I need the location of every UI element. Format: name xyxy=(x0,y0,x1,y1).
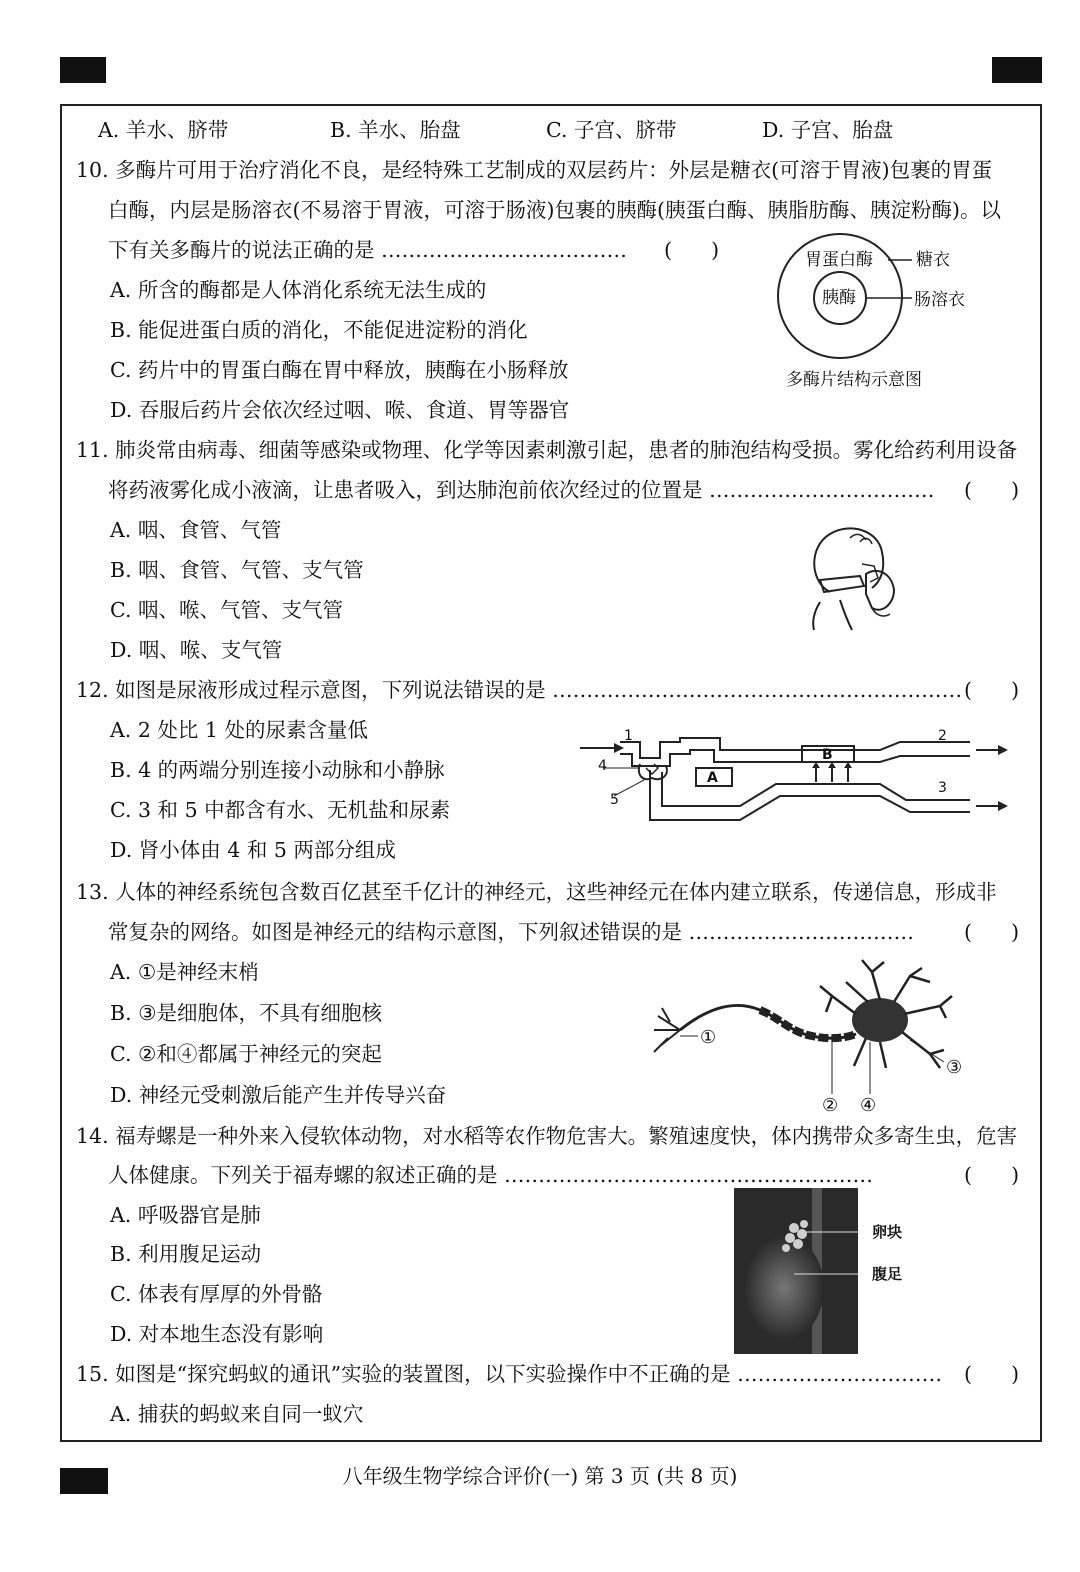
nephron-label-4: 4 xyxy=(598,758,607,774)
q11-option-c: C. 咽、喉、气管、支气管 xyxy=(110,598,343,622)
q14-option-c: C. 体表有厚厚的外骨骼 xyxy=(110,1282,323,1306)
q12-option-d: D. 肾小体由 4 和 5 两部分组成 xyxy=(110,838,396,862)
neuron-label-2: ② xyxy=(822,1095,839,1116)
q9-option-c: C. 子宫、脐带 xyxy=(546,118,677,142)
q10-option-b: B. 能促进蛋白质的消化，不能促进淀粉的消化 xyxy=(110,318,528,342)
q10-option-c: C. 药片中的胃蛋白酶在胃中释放，胰酶在小肠释放 xyxy=(110,358,569,382)
enteric-coat-label: 肠溶衣 xyxy=(914,290,965,310)
neuron-label-1: ① xyxy=(700,1027,717,1048)
myelin-sheath xyxy=(760,1010,856,1038)
page-footer: 八年级生物学综合评价(一) 第 3 页 (共 8 页) xyxy=(342,1464,738,1488)
outflow-arrowhead-2 xyxy=(998,745,1008,755)
q11-nebulizer-illustration xyxy=(800,522,910,632)
q10-stem-line-2: 白酶，内层是肠溶衣(不易溶于胃液，可溶于肠液)包裹的胰酶(胰蛋白酶、胰脂肪酶、胰淀粉酶)。以 xyxy=(108,198,1001,222)
q13-option-d: D. 神经元受刺激后能产生并传导兴奋 xyxy=(110,1083,447,1107)
q11-stem-line-1: 11. 肺炎常由病毒、细菌等感染或物理、化学等因素刺激引起，患者的肺泡结构受损。雾化给药利用设备 xyxy=(76,438,1018,462)
q15-stem-line-1: 15. 如图是“探究蚂蚁的通讯”实验的装置图，以下实验操作中不正确的是 ………………………… xyxy=(76,1362,943,1386)
child-head-outline xyxy=(814,528,883,592)
q11-option-a: A. 咽、食管、气管 xyxy=(110,518,282,542)
q10-answer-paren[interactable]: ( ) xyxy=(664,238,720,262)
q13-option-c: C. ②和④都属于神经元的突起 xyxy=(110,1042,382,1066)
foot-label: 腹足 xyxy=(872,1265,903,1283)
q12-option-c: C. 3 和 5 中都含有水、无机盐和尿素 xyxy=(110,798,451,822)
q14-apple-snail-photo xyxy=(734,1188,858,1354)
q9-option-b: B. 羊水、胎盘 xyxy=(330,118,461,142)
q14-option-b: B. 利用腹足运动 xyxy=(110,1242,262,1266)
q13-stem-line-2: 常复杂的网络。如图是神经元的结构示意图，下列叙述错误的是 …………………………… xyxy=(108,920,915,944)
snail-body xyxy=(744,1236,824,1340)
q14-stem-line-2: 人体健康。下列关于福寿螺的叙述正确的是 ……………………………………………… xyxy=(108,1163,874,1187)
q9-option-d: D. 子宫、胎盘 xyxy=(762,118,894,142)
nephron-label-a: A xyxy=(707,770,718,786)
registration-mark-top-left xyxy=(60,57,106,83)
child-face xyxy=(862,564,878,582)
outflow-arrowhead-3 xyxy=(998,801,1008,811)
q12-answer-paren[interactable]: ( ) xyxy=(964,678,1020,702)
q14-stem-line-1: 14. 福寿螺是一种外来入侵软体动物，对水稻等农作物危害大。繁殖速度快，体内携带众多寄生虫，危害 xyxy=(76,1124,1018,1148)
axon-terminal xyxy=(654,1008,680,1052)
vessel-upper-wall-inner xyxy=(620,750,970,766)
q10-option-d: D. 吞服后药片会依次经过咽、喉、食道、胃等器官 xyxy=(110,398,570,422)
tubule-outer xyxy=(650,770,970,820)
q12-option-b: B. 4 的两端分别连接小动脉和小静脉 xyxy=(110,758,445,782)
nephron-label-2: 2 xyxy=(938,728,947,744)
q13-option-a: A. ①是神经末梢 xyxy=(110,960,259,984)
q10-option-a: A. 所含的酶都是人体消化系统无法生成的 xyxy=(110,278,487,302)
nephron-label-1: 1 xyxy=(624,728,633,744)
tablet-inner-label: 胰酶 xyxy=(822,288,856,308)
q11-answer-paren[interactable]: ( ) xyxy=(964,478,1020,502)
q10-stem-line-3: 下有关多酶片的说法正确的是 ……………………………… xyxy=(108,238,628,262)
neuron-label-3: ③ xyxy=(946,1057,963,1078)
q11-stem-line-2: 将药液雾化成小液滴，让患者吸入，到达肺泡前依次经过的位置是 …………………………… xyxy=(108,478,935,502)
q14-option-a: A. 呼吸器官是肺 xyxy=(110,1203,261,1227)
q13-option-b: B. ③是细胞体，不具有细胞核 xyxy=(110,1001,382,1025)
q12-stem-line-1: 12. 如图是尿液形成过程示意图，下列说法错误的是 …………………………………………………… xyxy=(76,678,963,702)
nephron-label-5: 5 xyxy=(610,792,619,808)
child-shoulder xyxy=(813,600,852,630)
egg-mass-label: 卵块 xyxy=(872,1223,903,1241)
nephron-label-3: 3 xyxy=(938,780,947,796)
sugar-coat-label: 糖衣 xyxy=(916,250,950,270)
q11-option-b: B. 咽、食管、气管、支气管 xyxy=(110,558,364,582)
tablet-outer-label: 胃蛋白酶 xyxy=(805,250,873,270)
q14-answer-paren[interactable]: ( ) xyxy=(964,1163,1020,1187)
tablet-caption: 多酶片结构示意图 xyxy=(786,370,922,390)
registration-mark-top-right xyxy=(992,57,1042,83)
q14-option-d: D. 对本地生态没有影响 xyxy=(110,1322,324,1346)
q13-answer-paren[interactable]: ( ) xyxy=(964,920,1020,944)
q11-option-d: D. 咽、喉、支气管 xyxy=(110,638,283,662)
q12-option-a: A. 2 处比 1 处的尿素含量低 xyxy=(110,718,368,742)
cell-body xyxy=(852,998,908,1042)
q13-neuron-diagram xyxy=(640,956,963,1106)
q15-answer-paren[interactable]: ( ) xyxy=(964,1362,1020,1386)
neuron-label-4: ④ xyxy=(860,1095,877,1116)
q10-stem-line-1: 10. 多酶片可用于治疗消化不良，是经特殊工艺制成的双层药片：外层是糖衣(可溶于胃液)包裹的胃蛋 xyxy=(76,158,993,182)
child-hair xyxy=(850,534,872,544)
q15-option-a: A. 捕获的蚂蚁来自同一蚁穴 xyxy=(110,1402,364,1426)
nephron-label-b: B xyxy=(822,747,833,763)
inflow-arrowhead xyxy=(614,743,624,753)
q9-option-a: A. 羊水、脐带 xyxy=(98,118,229,142)
q13-stem-line-1: 13. 人体的神经系统包含数百亿甚至千亿计的神经元，这些神经元在体内建立联系，传递信息，形成非 xyxy=(76,880,997,904)
